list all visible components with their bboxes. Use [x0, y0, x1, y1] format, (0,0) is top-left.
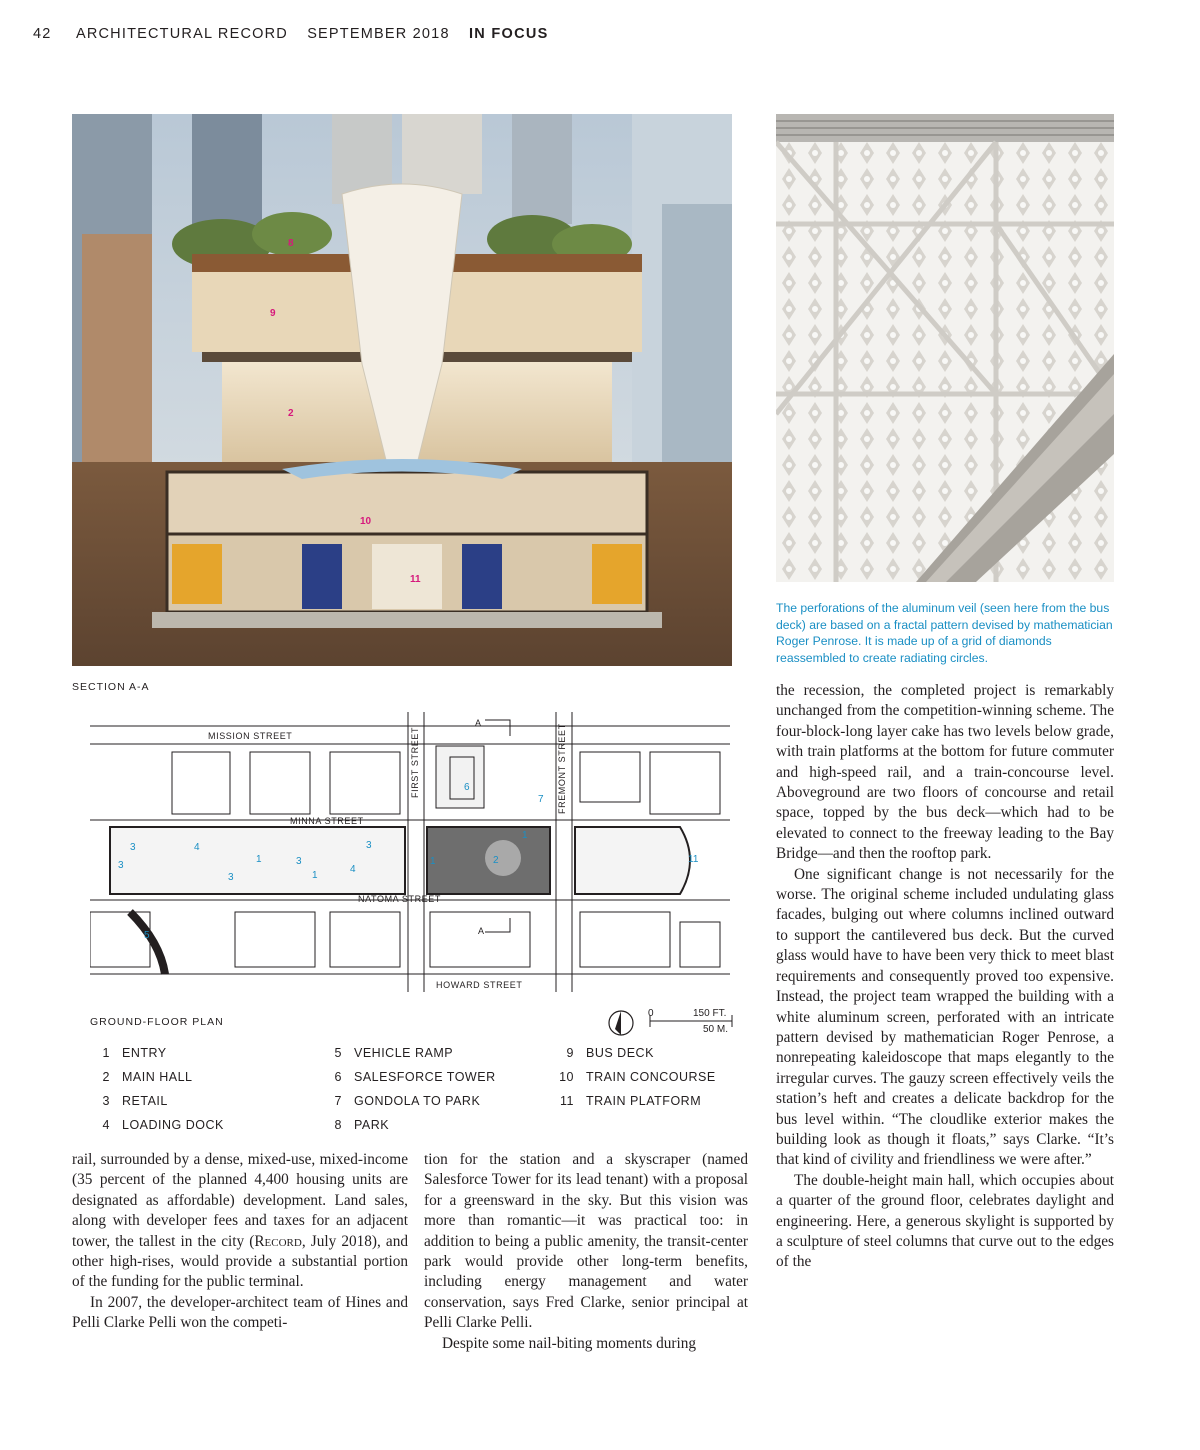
section-mark-a-bottom: A — [478, 926, 485, 936]
section-rendering-illustration — [72, 114, 732, 666]
street-label-howard: HOWARD STREET — [436, 980, 523, 990]
paragraph: the recession, the completed project is remarkably unchanged from the competition-winning scheme. The four-block-long layer cake has two levels below grade, with train platforms at the bottom for future commuter and high-speed rail, and a train-concourse level. Aboveground are two floors of concourse and retail space, topped by the bus deck—which had to be elevated to connect to the freeway leading to the Bay Bridge—and then the rooftop park. — [776, 682, 1114, 863]
plan-number: 1 — [256, 854, 262, 865]
veil-photo-caption: The perforations of the aluminum veil (seen here from the bus deck) are based on a fractal pattern devised by mathematician Roger Penrose. It is made up of a grid of diamonds reassembled to create radiating circles. — [776, 601, 1113, 665]
legend-item: 7 GONDOLA TO PARK — [334, 1094, 481, 1108]
section-label: SECTION A-A — [72, 681, 150, 693]
plan-legend — [90, 1046, 740, 1142]
running-head — [33, 26, 563, 42]
legend-column — [322, 1046, 496, 1142]
plan-label: GROUND-FLOOR PLAN — [90, 1016, 224, 1028]
callout-bus-deck: 9 — [270, 308, 276, 319]
legend-column — [90, 1046, 224, 1142]
legend-item: 5 VEHICLE RAMP — [334, 1046, 454, 1060]
plan-number: 3 — [228, 872, 234, 883]
body-column-3 — [776, 681, 1114, 1273]
legend-item: 8 PARK — [334, 1118, 390, 1132]
plan-number: 11 — [688, 854, 699, 865]
paragraph: One significant change is not necessarily for the worse. The original scheme included undulating glass facades, bulging out where columns inclined outward to support the cantilevered bus deck. But the curved glass would have to have been very thick to meet blast requirements and consequently proved too expensive. Instead, the project team wrapped the building with a white aluminum screen, perforated with an intricate pattern devised by mathematician Roger Penrose, a nonrepeating kaleidoscope that maps elegantly to the irregular curves. The gauzy screen effectively veils the station’s heft and creates a delicate backdrop for the bus level within. “The cloudlike exterior makes the building look as though it floats,” says Clarke. “It’s that kind of civility and friendliness we were after.” — [776, 865, 1114, 1169]
street-label-first: FIRST STREET — [410, 726, 420, 798]
plan-number: 6 — [464, 782, 470, 793]
plan-number: 2 — [493, 855, 499, 866]
body-column-1 — [72, 1150, 408, 1334]
ground-floor-plan — [90, 712, 735, 992]
scale-meters: 50 M. — [703, 1024, 729, 1035]
legend-item: 1 ENTRY — [102, 1046, 167, 1060]
plan-number: 1 — [522, 830, 528, 841]
penrose-pattern-illustration — [776, 114, 1114, 582]
paragraph: The double-height main hall, which occupies about a quarter of the ground floor, celebrates daylight and engineering. Here, a generous skylight is supported by a sculpture of steel columns that curve out to the edges of the — [776, 1171, 1114, 1271]
plan-number: 4 — [194, 842, 200, 853]
callout-train-concourse: 10 — [360, 516, 372, 527]
street-label-natoma: NATOMA STREET — [358, 894, 441, 904]
callout-park: 8 — [288, 238, 294, 249]
page-number: 42 — [33, 26, 52, 42]
legend-item: 11 TRAIN PLATFORM — [560, 1094, 702, 1108]
legend-item: 2 MAIN HALL — [102, 1070, 193, 1084]
publication-name: ARCHITECTURAL RECORD — [75, 26, 288, 42]
paragraph: rail, surrounded by a dense, mixed-use, mixed-income (35 percent of the planned 4,400 housing units are designated as affordable) development. Land sales, along with developer fees and taxes for an adjacent tower, the tallest in the city (Record, July 2018), and other high-rises, would provide a substantial portion of the funding for the public terminal. — [72, 1151, 408, 1291]
callout-train-platform: 11 — [410, 574, 421, 585]
section-rendering-image — [72, 114, 732, 666]
legend-item: 10 TRAIN CONCOURSE — [559, 1070, 716, 1084]
street-label-fremont: FREMONT STREET — [557, 723, 567, 814]
street-label-mission: MISSION STREET — [208, 731, 293, 741]
section-mark-a-top: A — [475, 718, 482, 728]
scale-feet: 150 FT. — [693, 1008, 727, 1019]
paragraph: Despite some nail-biting moments during — [442, 1334, 697, 1352]
legend-item: 9 BUS DECK — [566, 1046, 654, 1060]
plan-number: 3 — [296, 856, 302, 867]
street-label-minna: MINNA STREET — [290, 816, 364, 826]
legend-column — [554, 1046, 716, 1118]
plan-number: 3 — [366, 840, 372, 851]
north-arrow-icon — [606, 1008, 636, 1038]
body-column-2 — [424, 1150, 748, 1354]
aluminum-veil-photo — [776, 114, 1114, 582]
callout-main-hall: 2 — [288, 408, 294, 419]
plan-number: 5 — [144, 930, 150, 941]
plan-number: 3 — [118, 860, 124, 871]
legend-item: 3 RETAIL — [102, 1094, 168, 1108]
legend-item: 6 SALESFORCE TOWER — [334, 1070, 496, 1084]
issue-date: SEPTEMBER 2018 — [307, 26, 450, 42]
paragraph: tion for the station and a skyscraper (named Salesforce Tower for its lead tenant) with a proposal for a greensward in the sky. But this vision was more than romantic—it was practical too: in addition to being a public amenity, the transit-center park would provide other long-term benefits, including energy management and water conservation, says Fred Clarke, senior principal at Pelli Clarke Pelli. — [424, 1151, 748, 1332]
section-name: IN FOCUS — [468, 26, 549, 42]
plan-number: 1 — [312, 870, 318, 881]
plan-number: 7 — [538, 794, 544, 805]
scale-zero: 0 — [648, 1008, 654, 1019]
plan-number: 1 — [430, 856, 436, 867]
plan-number: 4 — [350, 864, 356, 875]
plan-number: 3 — [130, 842, 136, 853]
legend-item: 4 LOADING DOCK — [102, 1118, 224, 1132]
paragraph: In 2007, the developer-architect team of Hines and Pelli Clarke Pelli won the competi- — [72, 1293, 408, 1332]
